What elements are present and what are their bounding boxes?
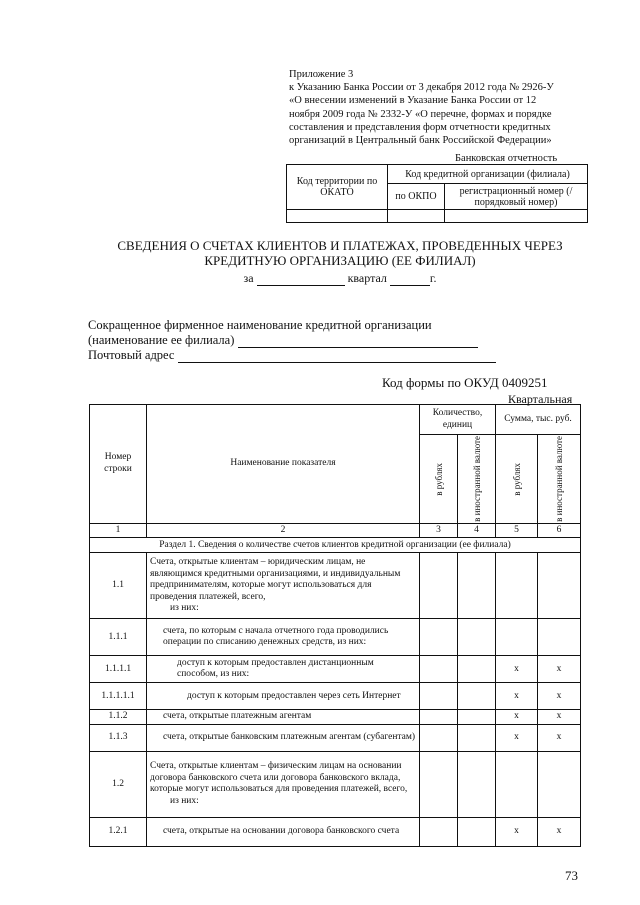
cell-sum-foreign: х: [538, 710, 581, 725]
sum-header: Сумма, тыс. руб.: [496, 405, 581, 435]
bank-reporting-label: Банковская отчетность: [455, 153, 558, 164]
year-blank[interactable]: [390, 274, 430, 286]
indicator-name-header: Наименование показателя: [147, 405, 420, 524]
sum-rub-header: в рублях: [511, 462, 522, 496]
row-name: Счета, открытые клиентам – юридическим лицам, не являющимся кредитными организациями, и индивидуальным предпринимателям, которые могут использоваться для проведения платежей, всего, из них:: [147, 553, 420, 619]
cell-qty-rub[interactable]: [420, 710, 458, 725]
table-row: [90, 553, 581, 619]
row-number: 1.1.2: [90, 710, 147, 725]
table-row: [90, 817, 581, 846]
row-name: счета, открытые платежным агентам: [147, 710, 420, 725]
row-number-header: Номер строки: [90, 405, 147, 524]
postal-address-blank[interactable]: [178, 350, 496, 363]
cell-sum-rub: х: [496, 710, 538, 725]
table-row: [90, 710, 581, 725]
row-number: 1.1.1: [90, 619, 147, 656]
quantity-header: Количество, единиц: [420, 405, 496, 435]
appendix-reference: [289, 68, 589, 147]
cell-qty-rub[interactable]: [420, 656, 458, 683]
cell-sum-foreign[interactable]: [538, 619, 581, 656]
cell-sum-foreign: х: [538, 817, 581, 846]
sum-foreign-header: в иностранной валюте: [554, 436, 564, 522]
codes-table: [286, 164, 588, 223]
territory-code-header: Код территории по ОКАТО: [287, 165, 388, 210]
document-title: [60, 238, 620, 268]
row-number: 1.1.1.1.1: [90, 683, 147, 710]
row-number: 1.2.1: [90, 817, 147, 846]
cell-qty-foreign[interactable]: [458, 553, 496, 619]
row-name: доступ к которым предоставлен дистанционным способом, из них:: [147, 656, 420, 683]
appendix-line: организаций в Центральный банк Российской Федерации»: [289, 135, 552, 147]
cell-qty-rub[interactable]: [420, 553, 458, 619]
form-code: Код формы по ОКУД 0409251: [382, 375, 548, 390]
col-number: 2: [147, 523, 420, 538]
cell-qty-foreign[interactable]: [458, 619, 496, 656]
row-number: 1.2: [90, 751, 147, 817]
okpo-value[interactable]: [388, 210, 445, 223]
territory-code-value[interactable]: [287, 210, 388, 223]
quantity-rub-header: в рублях: [433, 462, 444, 496]
cell-qty-foreign[interactable]: [458, 724, 496, 751]
quarter-blank[interactable]: [257, 274, 345, 286]
section-1-header: Раздел 1. Сведения о количестве счетов клиентов кредитной организации (ее филиала): [90, 538, 581, 553]
branch-name-label: (наименование ее филиала): [88, 333, 235, 347]
cell-sum-rub: х: [496, 656, 538, 683]
cell-sum-foreign: х: [538, 683, 581, 710]
credit-org-code-header: Код кредитной организации (филиала): [388, 165, 588, 184]
row-number: 1.1.1.1: [90, 656, 147, 683]
row-subnote: из них:: [170, 795, 199, 806]
cell-sum-rub[interactable]: [496, 553, 538, 619]
title-line-1: СВЕДЕНИЯ О СЧЕТАХ КЛИЕНТОВ И ПЛАТЕЖАХ, ПРОВЕДЕННЫХ ЧЕРЕЗ: [117, 238, 563, 253]
row-subnote: из них:: [170, 603, 199, 614]
quarter-label: квартал: [347, 271, 387, 285]
table-row: [90, 683, 581, 710]
col-number: 1: [90, 523, 147, 538]
row-name: счета, открытые банковским платежным агентам (субагентам): [147, 724, 420, 751]
cell-qty-rub[interactable]: [420, 619, 458, 656]
cell-sum-rub[interactable]: [496, 619, 538, 656]
title-line-2: КРЕДИТНУЮ ОРГАНИЗАЦИЮ (ЕЕ ФИЛИАЛ): [204, 253, 476, 268]
appendix-line: ноября 2009 года № 2332-У «О перечне, формах и порядке: [289, 108, 552, 120]
period-for-label: за: [243, 271, 254, 285]
org-name-label: Сокращенное фирменное наименование кредитной организации: [88, 318, 432, 332]
periodicity-label: Квартальная: [508, 392, 573, 406]
cell-qty-rub[interactable]: [420, 817, 458, 846]
appendix-line: к Указанию Банка России от 3 декабря 2012 года № 2926-У: [289, 82, 554, 94]
cell-qty-rub[interactable]: [420, 751, 458, 817]
table-row: [90, 656, 581, 683]
row-name: счета, открытые на основании договора банковского счета: [147, 817, 420, 846]
branch-name-blank[interactable]: [238, 335, 478, 348]
row-number: 1.1.3: [90, 724, 147, 751]
year-label: г.: [429, 271, 437, 285]
cell-qty-foreign[interactable]: [458, 710, 496, 725]
reg-number-header: регистрационный номер (/порядковый номер): [445, 184, 588, 210]
cell-qty-foreign[interactable]: [458, 656, 496, 683]
cell-qty-foreign[interactable]: [458, 817, 496, 846]
page-number: 73: [565, 868, 578, 883]
cell-sum-foreign: х: [538, 724, 581, 751]
cell-sum-rub[interactable]: [496, 751, 538, 817]
table-row: [90, 751, 581, 817]
reporting-period: [60, 271, 620, 286]
row-name: счета, по которым с начала отчетного года проводились операции по списанию денежных средств, из них:: [147, 619, 420, 656]
col-number: 5: [496, 523, 538, 538]
cell-sum-foreign: х: [538, 656, 581, 683]
col-number: 3: [420, 523, 458, 538]
row-number: 1.1: [90, 553, 147, 619]
table-row: [90, 619, 581, 656]
appendix-line: «О внесении изменений в Указание Банка России от 12: [289, 95, 537, 107]
col-number: 4: [458, 523, 496, 538]
row-name: доступ к которым предоставлен через сеть Интернет: [147, 683, 420, 710]
cell-qty-rub[interactable]: [420, 683, 458, 710]
quantity-foreign-header: в иностранной валюте: [471, 436, 482, 522]
cell-qty-foreign[interactable]: [458, 683, 496, 710]
cell-sum-rub: х: [496, 817, 538, 846]
appendix-line: составления и представления форм отчетности кредитных: [289, 121, 551, 133]
cell-sum-foreign[interactable]: [538, 751, 581, 817]
cell-sum-rub: х: [496, 683, 538, 710]
reg-number-value[interactable]: [445, 210, 588, 223]
cell-sum-foreign[interactable]: [538, 553, 581, 619]
postal-address-label: Почтовый адрес: [88, 348, 175, 362]
cell-qty-foreign[interactable]: [458, 751, 496, 817]
okpo-header: по ОКПО: [388, 184, 445, 210]
row-name: Счета, открытые клиентам – физическим лицам на основании договора банковского счета или договора банковского вклада, которые могут использоваться для проведения платежей, всего, из них:: [147, 751, 420, 817]
cell-qty-rub[interactable]: [420, 724, 458, 751]
organization-info: [88, 318, 496, 363]
table-row: [90, 724, 581, 751]
appendix-line: Приложение 3: [289, 69, 354, 80]
main-table: [89, 404, 581, 847]
col-number: 6: [538, 523, 581, 538]
cell-sum-rub: х: [496, 724, 538, 751]
